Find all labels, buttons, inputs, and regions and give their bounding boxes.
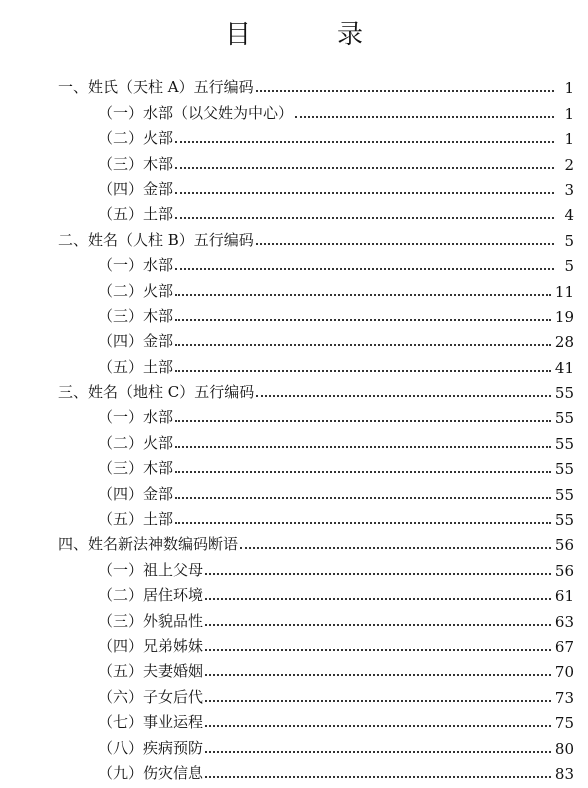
toc-entry-page-number: 55 (554, 409, 574, 428)
toc-entry-label: （三）木部 (98, 306, 174, 325)
toc-entry-page-number: 3 (564, 180, 574, 199)
dot-leader (205, 775, 551, 778)
dot-leader (175, 267, 554, 270)
toc-chapter-entry[interactable] (58, 529, 574, 554)
toc-section-entry[interactable] (58, 707, 574, 732)
toc-entry-page-number: 55 (554, 384, 574, 403)
dot-leader (175, 318, 551, 321)
toc-entry-page-number: 5 (564, 231, 574, 250)
toc-section-entry[interactable] (58, 301, 574, 326)
toc-entry-label: （一）水部（以父姓为中心） (98, 103, 294, 122)
toc-entry-label: （九）伤灾信息 (98, 763, 204, 782)
toc-entry-page-number: 56 (554, 536, 574, 555)
dot-leader (175, 140, 554, 143)
toc-entry-page-number: 55 (554, 460, 574, 479)
toc-entry-label: （四）金部 (98, 484, 174, 503)
toc-section-entry[interactable] (58, 351, 574, 376)
toc-section-entry[interactable] (58, 732, 574, 757)
toc-entry-page-number: 28 (554, 333, 574, 352)
toc-entry-page-number: 55 (554, 485, 574, 504)
toc-entry-label: （八）疾病预防 (98, 738, 204, 757)
dot-leader (205, 724, 551, 727)
toc-entry-label: （四）金部 (98, 179, 174, 198)
toc-entry-page-number: 80 (554, 739, 574, 758)
toc-entry-page-number: 1 (564, 104, 574, 123)
dot-leader (175, 496, 551, 499)
toc-section-entry[interactable] (58, 504, 574, 529)
toc-entry-page-number: 1 (564, 79, 574, 98)
toc-chapter-entry[interactable] (58, 72, 574, 97)
toc-entry-page-number: 55 (554, 434, 574, 453)
toc-section-entry[interactable] (58, 681, 574, 706)
toc-entry-label: （五）土部 (98, 510, 174, 529)
toc-entry-page-number: 73 (554, 688, 574, 707)
toc-entry-label: （四）金部 (98, 332, 174, 351)
toc-section-entry[interactable] (58, 97, 574, 122)
toc-section-entry[interactable] (58, 631, 574, 656)
dot-leader (240, 546, 551, 549)
toc-entry-label: （七）事业运程 (98, 713, 204, 732)
title-char-2: 录 (337, 20, 364, 50)
toc-section-entry[interactable] (58, 174, 574, 199)
dot-leader (205, 699, 551, 702)
toc-section-entry[interactable] (58, 427, 574, 452)
toc-entry-page-number: 83 (554, 764, 574, 783)
dot-leader (205, 673, 551, 676)
toc-entry-page-number: 2 (564, 155, 574, 174)
toc-section-entry[interactable] (58, 605, 574, 630)
toc-entry-page-number: 4 (564, 206, 574, 225)
toc-entry-label: 一、姓氏（天柱 A）五行编码 (58, 78, 254, 97)
toc-entry-label: （一）祖上父母 (98, 560, 204, 579)
toc-section-entry[interactable] (58, 148, 574, 173)
toc-entry-page-number: 55 (554, 511, 574, 530)
toc-section-entry[interactable] (58, 250, 574, 275)
table-of-contents (58, 72, 574, 783)
toc-entry-label: （五）夫妻婚姻 (98, 662, 204, 681)
toc-entry-page-number: 19 (554, 307, 574, 326)
toc-entry-label: （五）土部 (98, 205, 174, 224)
toc-entry-label: （五）土部 (98, 357, 174, 376)
toc-entry-label: （六）子女后代 (98, 687, 204, 706)
dot-leader (256, 89, 554, 92)
toc-section-entry[interactable] (58, 199, 574, 224)
toc-section-entry[interactable] (58, 580, 574, 605)
dot-leader (175, 216, 554, 219)
toc-entry-label: 三、姓名（地柱 C）五行编码 (58, 383, 255, 402)
dot-leader (205, 572, 551, 575)
dot-leader (175, 521, 551, 524)
toc-entry-page-number: 41 (554, 358, 574, 377)
dot-leader (175, 445, 551, 448)
toc-entry-page-number: 1 (564, 130, 574, 149)
toc-section-entry[interactable] (58, 453, 574, 478)
toc-section-entry[interactable] (58, 656, 574, 681)
toc-section-entry[interactable] (58, 275, 574, 300)
dot-leader (175, 191, 554, 194)
toc-entry-label: （二）火部 (98, 129, 174, 148)
toc-entry-label: 二、姓名（人柱 B）五行编码 (58, 230, 254, 249)
toc-entry-label: （二）居住环境 (98, 586, 204, 605)
dot-leader (175, 343, 551, 346)
toc-entry-page-number: 63 (554, 612, 574, 631)
dot-leader (205, 597, 551, 600)
toc-entry-label: 四、姓名新法神数编码断语 (58, 535, 239, 554)
toc-entry-label: （三）木部 (98, 154, 174, 173)
toc-section-entry[interactable] (58, 758, 574, 783)
dot-leader (205, 623, 551, 626)
toc-entry-label: （三）木部 (98, 459, 174, 478)
toc-entry-label: （一）水部 (98, 408, 174, 427)
dot-leader (175, 166, 554, 169)
toc-section-entry[interactable] (58, 123, 574, 148)
toc-entry-page-number: 56 (554, 561, 574, 580)
dot-leader (175, 470, 551, 473)
toc-entry-label: （二）火部 (98, 281, 174, 300)
dot-leader (175, 369, 551, 372)
dot-leader (256, 242, 554, 245)
toc-chapter-entry[interactable] (58, 224, 574, 249)
toc-entry-page-number: 5 (564, 257, 574, 276)
toc-section-entry[interactable] (58, 554, 574, 579)
toc-entry-page-number: 61 (554, 587, 574, 606)
dot-leader (175, 419, 551, 422)
dot-leader (205, 648, 551, 651)
toc-entry-label: （四）兄弟姊妹 (98, 636, 204, 655)
toc-section-entry[interactable] (58, 402, 574, 427)
toc-entry-page-number: 70 (554, 663, 574, 682)
dot-leader (256, 394, 551, 397)
toc-chapter-entry[interactable] (58, 377, 574, 402)
page-title (0, 14, 588, 51)
toc-entry-label: （三）外貌品性 (98, 611, 204, 630)
toc-entry-label: （二）火部 (98, 433, 174, 452)
dot-leader (175, 293, 551, 296)
toc-entry-page-number: 67 (554, 637, 574, 656)
toc-section-entry[interactable] (58, 478, 574, 503)
toc-entry-label: （一）水部 (98, 256, 174, 275)
dot-leader (205, 750, 551, 753)
toc-section-entry[interactable] (58, 326, 574, 351)
dot-leader (295, 115, 554, 118)
toc-entry-page-number: 11 (554, 282, 574, 301)
toc-entry-page-number: 75 (554, 714, 574, 733)
title-char-1: 目 (224, 20, 251, 50)
